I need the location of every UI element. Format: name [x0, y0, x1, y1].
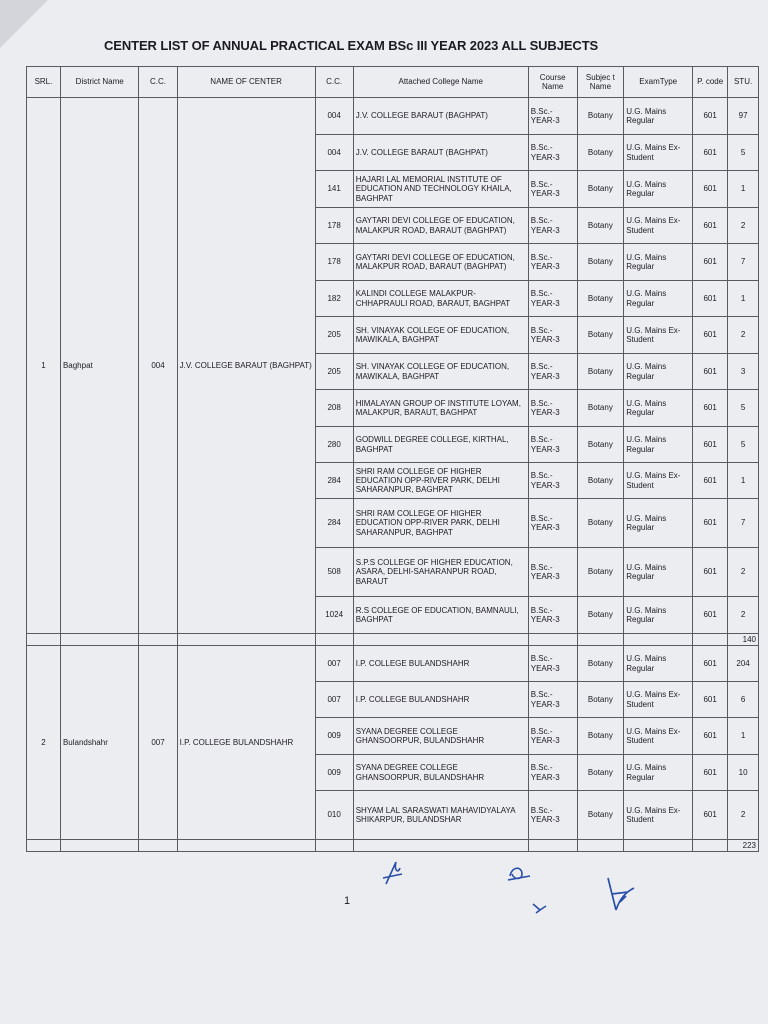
signature-mark-4-icon	[596, 872, 640, 916]
p-code-cell: 601	[693, 427, 728, 463]
course-cell: B.Sc.-YEAR-3	[528, 646, 577, 682]
college-name-cell: GAYTARI DEVI COLLEGE OF EDUCATION, MALAKPUR ROAD, BARAUT (BAGHPAT)	[353, 244, 528, 281]
p-code-cell: 601	[693, 281, 728, 317]
college-cc-cell: 178	[315, 208, 353, 244]
signature-mark-2-icon	[506, 862, 534, 884]
college-cc-cell: 508	[315, 548, 353, 597]
students-cell: 1	[728, 171, 759, 208]
exam-type-cell: U.G. Mains Regular	[624, 244, 693, 281]
p-code-cell: 601	[693, 317, 728, 354]
college-name-cell: S.P.S COLLEGE OF HIGHER EDUCATION, ASARA, DELHI-SAHARANPUR ROAD, BARAUT	[353, 548, 528, 597]
center-name-cell: I.P. COLLEGE BULANDSHAHR	[177, 646, 315, 840]
college-cc-cell: 004	[315, 98, 353, 135]
subject-cell: Botany	[577, 427, 624, 463]
students-cell: 2	[728, 317, 759, 354]
college-cc-cell: 182	[315, 281, 353, 317]
college-name-cell: SHRI RAM COLLEGE OF HIGHER EDUCATION OPP-RIVER PARK, DELHI SAHARANPUR, BAGHPAT	[353, 463, 528, 499]
exam-type-cell: U.G. Mains Regular	[624, 171, 693, 208]
p-code-cell: 601	[693, 98, 728, 135]
course-cell: B.Sc.-YEAR-3	[528, 427, 577, 463]
college-cc-cell: 208	[315, 390, 353, 427]
course-cell: B.Sc.-YEAR-3	[528, 499, 577, 548]
students-cell: 1	[728, 281, 759, 317]
p-code-cell: 601	[693, 135, 728, 171]
subtotal-empty-cell	[624, 840, 693, 852]
subtotal-row	[27, 840, 759, 852]
p-code-cell: 601	[693, 171, 728, 208]
subtotal-students-cell: 223	[728, 840, 759, 852]
exam-type-cell: U.G. Mains Ex-Student	[624, 208, 693, 244]
subject-cell: Botany	[577, 755, 624, 791]
exam-type-cell: U.G. Mains Ex-Student	[624, 682, 693, 718]
header-center-name: NAME OF CENTER	[177, 67, 315, 98]
subject-cell: Botany	[577, 244, 624, 281]
college-name-cell: GAYTARI DEVI COLLEGE OF EDUCATION, MALAKPUR ROAD, BARAUT (BAGHPAT)	[353, 208, 528, 244]
students-cell: 1	[728, 463, 759, 499]
header-students: STU.	[728, 67, 759, 98]
college-name-cell: SHRI RAM COLLEGE OF HIGHER EDUCATION OPP-RIVER PARK, DELHI SAHARANPUR, BAGHPAT	[353, 499, 528, 548]
subject-cell: Botany	[577, 171, 624, 208]
subject-cell: Botany	[577, 354, 624, 390]
srl-cell: 2	[27, 646, 61, 840]
p-code-cell: 601	[693, 463, 728, 499]
subject-cell: Botany	[577, 135, 624, 171]
college-name-cell: HAJARI LAL MEMORIAL INSTITUTE OF EDUCATION AND TECHNOLOGY KHAILA, BAGHPAT	[353, 171, 528, 208]
center-name-cell: J.V. COLLEGE BARAUT (BAGHPAT)	[177, 98, 315, 634]
subject-cell: Botany	[577, 499, 624, 548]
students-cell: 10	[728, 755, 759, 791]
page-number: 1	[344, 895, 351, 907]
header-district: District Name	[60, 67, 139, 98]
header-srl: SRL.	[27, 67, 61, 98]
college-cc-cell: 284	[315, 499, 353, 548]
course-cell: B.Sc.-YEAR-3	[528, 682, 577, 718]
college-cc-cell: 141	[315, 171, 353, 208]
students-cell: 204	[728, 646, 759, 682]
subtotal-empty-cell	[60, 840, 139, 852]
table-header-row	[27, 67, 759, 98]
subtotal-empty-cell	[60, 634, 139, 646]
subject-cell: Botany	[577, 463, 624, 499]
subject-cell: Botany	[577, 791, 624, 840]
page-fold-corner	[0, 0, 48, 48]
college-cc-cell: 280	[315, 427, 353, 463]
subtotal-empty-cell	[139, 634, 177, 646]
p-code-cell: 601	[693, 718, 728, 755]
course-cell: B.Sc.-YEAR-3	[528, 354, 577, 390]
course-cell: B.Sc.-YEAR-3	[528, 171, 577, 208]
subtotal-empty-cell	[177, 840, 315, 852]
college-cc-cell: 205	[315, 354, 353, 390]
students-cell: 7	[728, 244, 759, 281]
subject-cell: Botany	[577, 548, 624, 597]
college-cc-cell: 010	[315, 791, 353, 840]
table-row	[27, 98, 759, 135]
subject-cell: Botany	[577, 682, 624, 718]
subject-cell: Botany	[577, 281, 624, 317]
course-cell: B.Sc.-YEAR-3	[528, 98, 577, 135]
srl-cell: 1	[27, 98, 61, 634]
subject-cell: Botany	[577, 646, 624, 682]
p-code-cell: 601	[693, 208, 728, 244]
subtotal-empty-cell	[177, 634, 315, 646]
subtotal-empty-cell	[528, 634, 577, 646]
course-cell: B.Sc.-YEAR-3	[528, 390, 577, 427]
p-code-cell: 601	[693, 390, 728, 427]
course-cell: B.Sc.-YEAR-3	[528, 548, 577, 597]
college-name-cell: SYANA DEGREE COLLEGE GHANSOORPUR, BULANDSHAHR	[353, 755, 528, 791]
p-code-cell: 601	[693, 244, 728, 281]
page-title: CENTER LIST OF ANNUAL PRACTICAL EXAM BSc III YEAR 2023 ALL SUBJECTS	[104, 38, 599, 53]
college-name-cell: I.P. COLLEGE BULANDSHAHR	[353, 646, 528, 682]
subtotal-empty-cell	[315, 840, 353, 852]
exam-type-cell: U.G. Mains Regular	[624, 499, 693, 548]
college-cc-cell: 007	[315, 682, 353, 718]
subtotal-row	[27, 634, 759, 646]
exam-type-cell: U.G. Mains Regular	[624, 755, 693, 791]
subtotal-empty-cell	[315, 634, 353, 646]
center-list-table	[26, 66, 759, 852]
college-cc-cell: 007	[315, 646, 353, 682]
subtotal-empty-cell	[353, 634, 528, 646]
subtotal-empty-cell	[693, 840, 728, 852]
college-cc-cell: 205	[315, 317, 353, 354]
college-name-cell: HIMALAYAN GROUP OF INSTITUTE LOYAM, MALAKPUR, BARAUT, BAGHPAT	[353, 390, 528, 427]
p-code-cell: 601	[693, 499, 728, 548]
college-cc-cell: 004	[315, 135, 353, 171]
exam-type-cell: U.G. Mains Ex-Student	[624, 135, 693, 171]
course-cell: B.Sc.-YEAR-3	[528, 281, 577, 317]
college-cc-cell: 009	[315, 755, 353, 791]
exam-type-cell: U.G. Mains Regular	[624, 281, 693, 317]
students-cell: 7	[728, 499, 759, 548]
college-cc-cell: 009	[315, 718, 353, 755]
college-name-cell: KALINDI COLLEGE MALAKPUR-CHHAPRAULI ROAD, BARAUT, BAGHPAT	[353, 281, 528, 317]
college-name-cell: SH. VINAYAK COLLEGE OF EDUCATION, MAWIKALA, BAGHPAT	[353, 354, 528, 390]
college-name-cell: GODWILL DEGREE COLLEGE, KIRTHAL, BAGHPAT	[353, 427, 528, 463]
p-code-cell: 601	[693, 597, 728, 634]
subtotal-students-cell: 140	[728, 634, 759, 646]
subtotal-empty-cell	[27, 634, 61, 646]
students-cell: 5	[728, 427, 759, 463]
course-cell: B.Sc.-YEAR-3	[528, 755, 577, 791]
table-row	[27, 646, 759, 682]
subtotal-empty-cell	[693, 634, 728, 646]
center-cc-cell: 004	[139, 98, 177, 634]
subtotal-empty-cell	[528, 840, 577, 852]
table-body	[27, 98, 759, 852]
subtotal-empty-cell	[577, 840, 624, 852]
header-college-cc: C.C.	[315, 67, 353, 98]
college-name-cell: R.S COLLEGE OF EDUCATION, BAMNAULI, BAGHPAT	[353, 597, 528, 634]
subject-cell: Botany	[577, 98, 624, 135]
course-cell: B.Sc.-YEAR-3	[528, 597, 577, 634]
students-cell: 5	[728, 135, 759, 171]
subject-cell: Botany	[577, 390, 624, 427]
subtotal-empty-cell	[577, 634, 624, 646]
course-cell: B.Sc.-YEAR-3	[528, 208, 577, 244]
exam-type-cell: U.G. Mains Ex-Student	[624, 317, 693, 354]
course-cell: B.Sc.-YEAR-3	[528, 791, 577, 840]
exam-type-cell: U.G. Mains Ex-Student	[624, 718, 693, 755]
subtotal-empty-cell	[353, 840, 528, 852]
course-cell: B.Sc.-YEAR-3	[528, 135, 577, 171]
students-cell: 3	[728, 354, 759, 390]
subtotal-empty-cell	[27, 840, 61, 852]
students-cell: 5	[728, 390, 759, 427]
course-cell: B.Sc.-YEAR-3	[528, 718, 577, 755]
header-center-cc: C.C.	[139, 67, 177, 98]
p-code-cell: 601	[693, 755, 728, 791]
subtotal-empty-cell	[139, 840, 177, 852]
p-code-cell: 601	[693, 791, 728, 840]
students-cell: 2	[728, 791, 759, 840]
subject-cell: Botany	[577, 317, 624, 354]
exam-type-cell: U.G. Mains Regular	[624, 427, 693, 463]
signature-mark-1-icon	[380, 858, 414, 888]
students-cell: 1	[728, 718, 759, 755]
students-cell: 97	[728, 98, 759, 135]
subject-cell: Botany	[577, 718, 624, 755]
signature-mark-3-icon	[530, 900, 550, 916]
exam-type-cell: U.G. Mains Ex-Student	[624, 791, 693, 840]
college-name-cell: I.P. COLLEGE BULANDSHAHR	[353, 682, 528, 718]
exam-type-cell: U.G. Mains Regular	[624, 646, 693, 682]
college-cc-cell: 284	[315, 463, 353, 499]
center-cc-cell: 007	[139, 646, 177, 840]
course-cell: B.Sc.-YEAR-3	[528, 317, 577, 354]
college-name-cell: SHYAM LAL SARASWATI MAHAVIDYALAYA SHIKARPUR, BULANDSHAR	[353, 791, 528, 840]
district-cell: Bulandshahr	[60, 646, 139, 840]
header-course: Course Name	[528, 67, 577, 98]
college-name-cell: J.V. COLLEGE BARAUT (BAGHPAT)	[353, 98, 528, 135]
header-p-code: P. code	[693, 67, 728, 98]
p-code-cell: 601	[693, 548, 728, 597]
exam-type-cell: U.G. Mains Regular	[624, 354, 693, 390]
subtotal-empty-cell	[624, 634, 693, 646]
college-name-cell: SYANA DEGREE COLLEGE GHANSOORPUR, BULANDSHAHR	[353, 718, 528, 755]
college-cc-cell: 1024	[315, 597, 353, 634]
students-cell: 2	[728, 548, 759, 597]
course-cell: B.Sc.-YEAR-3	[528, 463, 577, 499]
district-cell: Baghpat	[60, 98, 139, 634]
students-cell: 6	[728, 682, 759, 718]
p-code-cell: 601	[693, 682, 728, 718]
college-name-cell: J.V. COLLEGE BARAUT (BAGHPAT)	[353, 135, 528, 171]
exam-type-cell: U.G. Mains Regular	[624, 548, 693, 597]
college-name-cell: SH. VINAYAK COLLEGE OF EDUCATION, MAWIKALA, BAGHPAT	[353, 317, 528, 354]
students-cell: 2	[728, 597, 759, 634]
exam-type-cell: U.G. Mains Ex-Student	[624, 463, 693, 499]
college-cc-cell: 178	[315, 244, 353, 281]
course-cell: B.Sc.-YEAR-3	[528, 244, 577, 281]
subject-cell: Botany	[577, 597, 624, 634]
header-subject: Subjec t Name	[577, 67, 624, 98]
students-cell: 2	[728, 208, 759, 244]
subject-cell: Botany	[577, 208, 624, 244]
p-code-cell: 601	[693, 646, 728, 682]
exam-type-cell: U.G. Mains Regular	[624, 390, 693, 427]
exam-type-cell: U.G. Mains Regular	[624, 98, 693, 135]
p-code-cell: 601	[693, 354, 728, 390]
header-exam-type: ExamType	[624, 67, 693, 98]
header-college-name: Attached College Name	[353, 67, 528, 98]
exam-type-cell: U.G. Mains Regular	[624, 597, 693, 634]
